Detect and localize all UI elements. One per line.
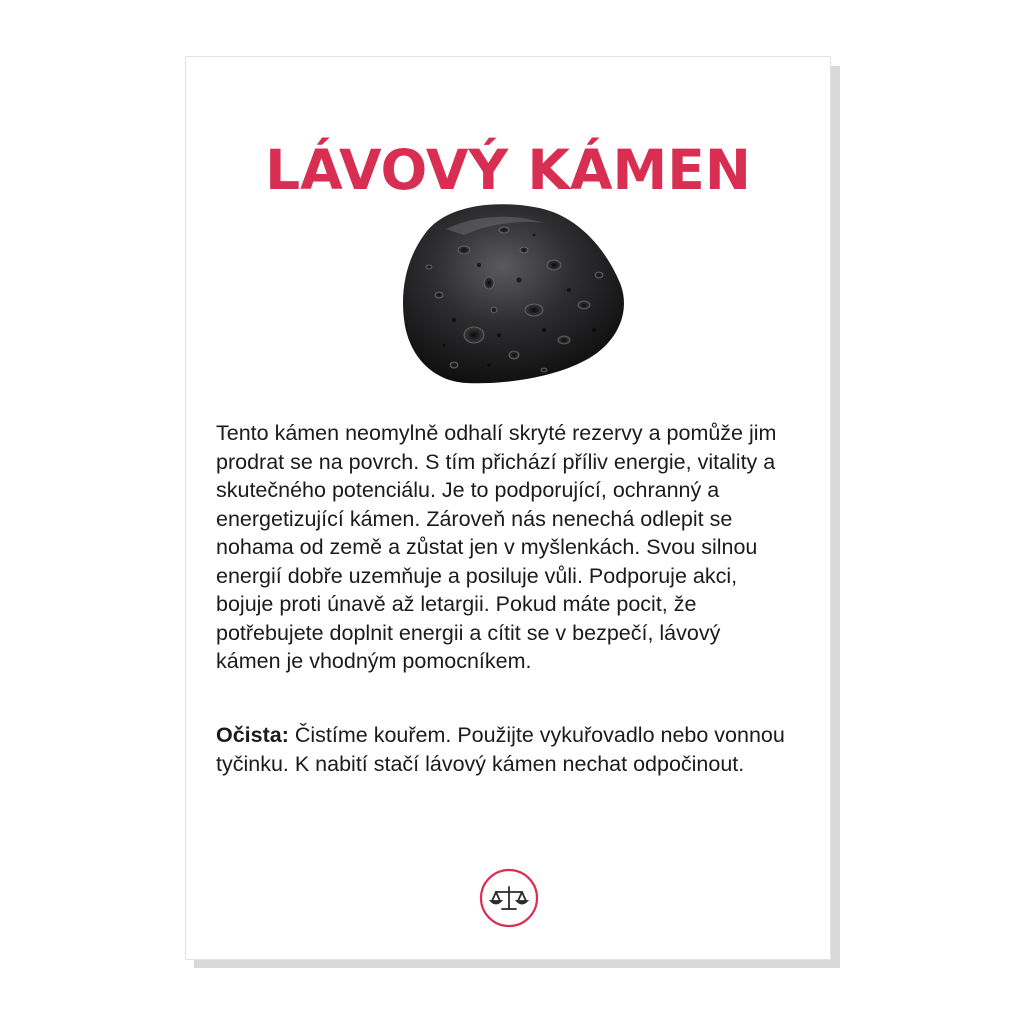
libra-scales-icon <box>478 867 540 929</box>
cleansing-text: Čistíme kouřem. Použijte vykuřovadlo nebo vonnou tyčinku. K nabití stačí lávový kámen nechat odpočinout. <box>216 723 785 776</box>
card-title: LÁVOVÝ KÁMEN <box>265 138 751 202</box>
stone-description: Tento kámen neomylně odhalí skryté rezervy a pomůže jim prodrat se na povrch. S tím přichází příliv energie, vitality a skutečného potenciálu. Je to podporující, ochranný a energetizující kámen. Zároveň nás nenechá odlepit se nohama od země a zůstat jen v myšlenkách. Svou silnou energií dobře uzemňuje a posiluje vůli. Podporuje akci, bojuje proti únavě až letargii. Pokud máte pocit, že potřebujete doplnit energii a cítit se v bezpečí, lávový kámen je vhodným pomocníkem. <box>216 421 777 673</box>
lava-stone-image <box>394 195 634 395</box>
cleansing-paragraph <box>216 721 786 778</box>
cleansing-label: Očista: <box>216 723 289 747</box>
info-card <box>185 56 831 960</box>
